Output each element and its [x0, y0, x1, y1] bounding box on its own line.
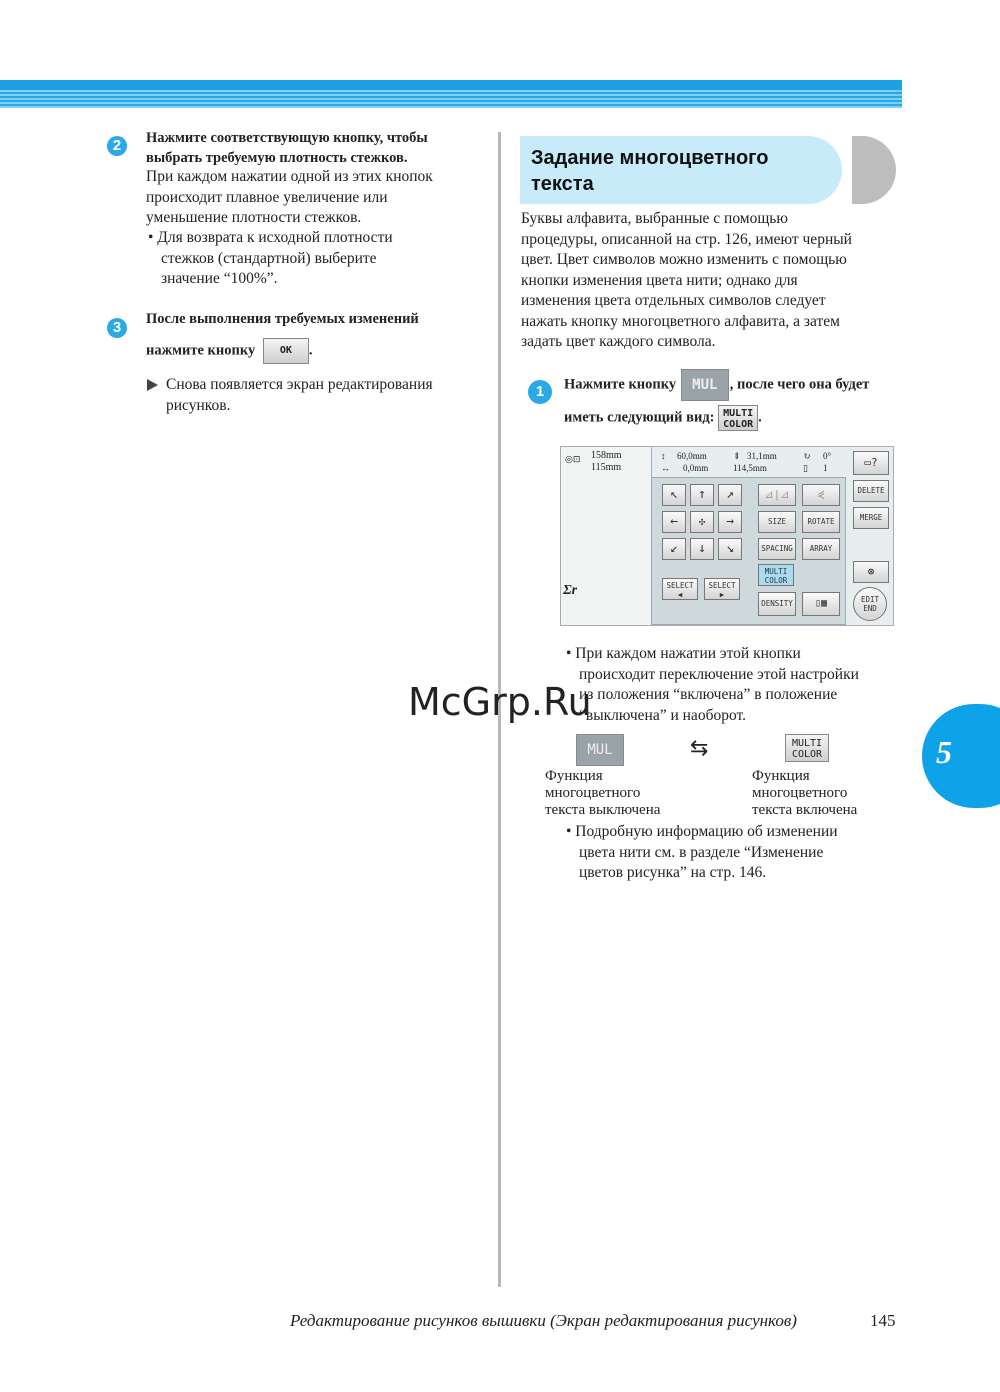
- density-button[interactable]: DENSITY: [758, 592, 796, 616]
- info-bar: [657, 449, 847, 475]
- pattern-dimensions: [591, 450, 622, 474]
- button-label: END: [863, 604, 877, 613]
- pattern-preview: Σr: [563, 583, 578, 598]
- toggle-note: [566, 644, 906, 726]
- spacing-button[interactable]: SPACING: [758, 538, 796, 560]
- button-label: SELECT: [666, 581, 694, 590]
- punctuation: .: [308, 342, 313, 359]
- chapter-tab: [922, 704, 1000, 808]
- button-label: COLOR: [764, 576, 788, 585]
- step1-text: , после чего она будет: [729, 376, 870, 393]
- pattern-height: 158mm: [591, 450, 622, 461]
- pattern-preview-area: [561, 447, 652, 625]
- top-color-band: [0, 80, 902, 108]
- rotation-icon: ↻: [803, 451, 811, 461]
- chapter-number: 5: [936, 734, 952, 770]
- center-button[interactable]: ✣: [690, 511, 714, 533]
- button-label: MULTI: [764, 567, 788, 576]
- step1-text: иметь следующий вид:: [564, 409, 715, 426]
- multicolor-button[interactable]: [758, 564, 794, 586]
- intro-line: изменения цвета отдельных символов следует: [521, 292, 826, 309]
- horizontal-offset-icon: ↔: [661, 463, 670, 473]
- arrow-left-button[interactable]: ←: [662, 511, 686, 533]
- button-label: EDIT: [860, 595, 880, 604]
- select-prev-button[interactable]: [662, 578, 698, 600]
- rotate-button[interactable]: ROTATE: [802, 511, 840, 533]
- caption-line: текста выключена: [545, 802, 661, 818]
- note-line: происходит переключение этой настройки: [579, 665, 859, 683]
- button-label: MULTI: [723, 408, 754, 419]
- step1-text: Нажмите кнопку: [564, 376, 677, 393]
- page-number: 145: [870, 1311, 896, 1330]
- step2-instruction: [146, 128, 486, 168]
- arrow-down-button[interactable]: ↓: [690, 538, 714, 560]
- on-caption: [752, 768, 932, 819]
- intro-line: нажать кнопку многоцветного алфавита, а затем: [521, 312, 840, 330]
- step2-bold-line: Нажмите соответствующую кнопку, чтобы: [146, 130, 428, 146]
- step2-text: [146, 167, 491, 229]
- caption-line: Функция: [752, 768, 810, 784]
- dimension-icon: ◎⊡: [565, 455, 581, 465]
- section-heading-tail: [852, 136, 896, 204]
- intro-line: цвет. Цвет символов можно изменить с помощью: [521, 251, 847, 268]
- note-line: значение “100%”.: [161, 270, 278, 287]
- note-line: “выключена” и наоборот.: [579, 706, 746, 724]
- intro-line: процедуры, описанной на стр. 126, имеют черный: [521, 230, 852, 248]
- frame-button[interactable]: ⊛: [853, 561, 889, 583]
- arrow-up-left-button[interactable]: ↖: [662, 484, 686, 506]
- font-select-button[interactable]: ▯▦: [802, 592, 840, 616]
- intro-paragraph: [521, 209, 901, 353]
- text-line: происходит плавное увеличение или: [146, 188, 388, 206]
- arrow-right-button[interactable]: →: [718, 511, 742, 533]
- heading-line: текста: [531, 173, 594, 195]
- step1-instruction: [564, 369, 904, 431]
- watermark: McGrp.Ru: [408, 680, 592, 724]
- button-label: COLOR: [723, 419, 754, 430]
- vertical-offset-icon: ↕: [661, 451, 666, 461]
- vertical-offset: 60,0mm: [677, 451, 707, 461]
- caption-line: Функция: [545, 768, 603, 784]
- button-label: COLOR: [791, 749, 823, 760]
- text-line: уменьшение плотности стежков.: [146, 209, 362, 226]
- caption-line: текста включена: [752, 802, 858, 818]
- multicolor-off-button[interactable]: MUL: [681, 369, 729, 401]
- caption-line: многоцветного: [752, 785, 848, 801]
- button-label: MULTI: [791, 738, 823, 749]
- multicolor-off-button: MUL: [576, 734, 624, 766]
- arrow-down-right-button[interactable]: ↘: [718, 538, 742, 560]
- multicolor-on-button: [785, 734, 829, 762]
- step2-bold-line: выбрать требуемую плотность стежков.: [146, 150, 408, 166]
- text-line: При каждом нажатии одной из этих кнопок: [146, 168, 433, 185]
- off-caption: [545, 768, 725, 819]
- toggle-arrows-icon: ⇆: [690, 736, 709, 761]
- array-button[interactable]: ARRAY: [802, 538, 840, 560]
- step2-note: [148, 228, 488, 290]
- thread-spool-icon: ▯: [803, 463, 808, 473]
- rotation-angle: 0°: [823, 451, 832, 461]
- result-line: Снова появляется экран редактирования: [166, 376, 433, 393]
- punctuation: .: [758, 409, 762, 426]
- merge-button[interactable]: MERGE: [853, 507, 889, 529]
- edit-panel: [651, 477, 846, 625]
- step3-bold-line: нажмите кнопку: [146, 342, 256, 359]
- horizontal-size: 114,5mm: [733, 463, 767, 473]
- delete-button[interactable]: DELETE: [853, 480, 889, 502]
- note-line: • Подробную информацию об изменении: [566, 823, 838, 840]
- thread-count: 1: [823, 463, 828, 473]
- ok-button[interactable]: OK: [263, 338, 309, 364]
- note-line: стежков (стандартной) выберите: [161, 249, 377, 267]
- pattern-width: 115mm: [591, 462, 622, 473]
- multicolor-on-button[interactable]: [718, 405, 758, 431]
- intro-line: кнопки изменения цвета нити; однако для: [521, 271, 798, 289]
- vertical-size-icon: ⇕: [733, 451, 741, 461]
- arrow-down-left-button[interactable]: ↙: [662, 538, 686, 560]
- details-note: [566, 822, 906, 884]
- select-next-button[interactable]: [704, 578, 740, 600]
- arrow-up-button[interactable]: ↑: [690, 484, 714, 506]
- edit-end-button[interactable]: [853, 587, 887, 621]
- step3-instruction: [146, 309, 486, 364]
- result-arrow-icon: [147, 379, 158, 391]
- step-badge-2: 2: [107, 136, 127, 156]
- step-badge-1: 1: [528, 380, 552, 404]
- arrow-up-right-button[interactable]: ↗: [718, 484, 742, 506]
- horizontal-offset: 0,0mm: [683, 463, 709, 473]
- step3-result: [166, 375, 486, 416]
- note-line: • При каждом нажатии этой кнопки: [566, 645, 801, 662]
- page-footer: Редактирование рисунков вышивки (Экран редактирования рисунков): [290, 1311, 797, 1330]
- arc-text-button[interactable]: ⋞: [802, 484, 840, 506]
- step3-bold-line: После выполнения требуемых изменений: [146, 311, 419, 327]
- note-line: из положения “включена” в положение: [579, 686, 838, 703]
- note-line: • Для возврата к исходной плотности: [148, 229, 393, 246]
- result-line: рисунков.: [166, 396, 231, 414]
- mirror-button[interactable]: ⊿|⊿: [758, 484, 796, 506]
- intro-line: Буквы алфавита, выбранные с помощью: [521, 210, 788, 227]
- machine-screen: [560, 446, 894, 626]
- heading-line: Задание многоцветного: [531, 147, 769, 169]
- caption-line: многоцветного: [545, 785, 641, 801]
- vertical-size: 31,1mm: [747, 451, 777, 461]
- note-line: цветов рисунка” на стр. 146.: [579, 864, 767, 881]
- note-line: цвета нити см. в разделе “Изменение: [579, 843, 824, 861]
- intro-line: задать цвет каждого символа.: [521, 333, 716, 350]
- arrow-left-icon: ◀: [677, 590, 683, 599]
- help-button[interactable]: ▭?: [853, 451, 889, 475]
- step-badge-3: 3: [107, 318, 127, 338]
- size-button[interactable]: SIZE: [758, 511, 796, 533]
- section-heading: [531, 145, 831, 197]
- button-label: SELECT: [708, 581, 736, 590]
- arrow-right-icon: ▶: [719, 590, 725, 599]
